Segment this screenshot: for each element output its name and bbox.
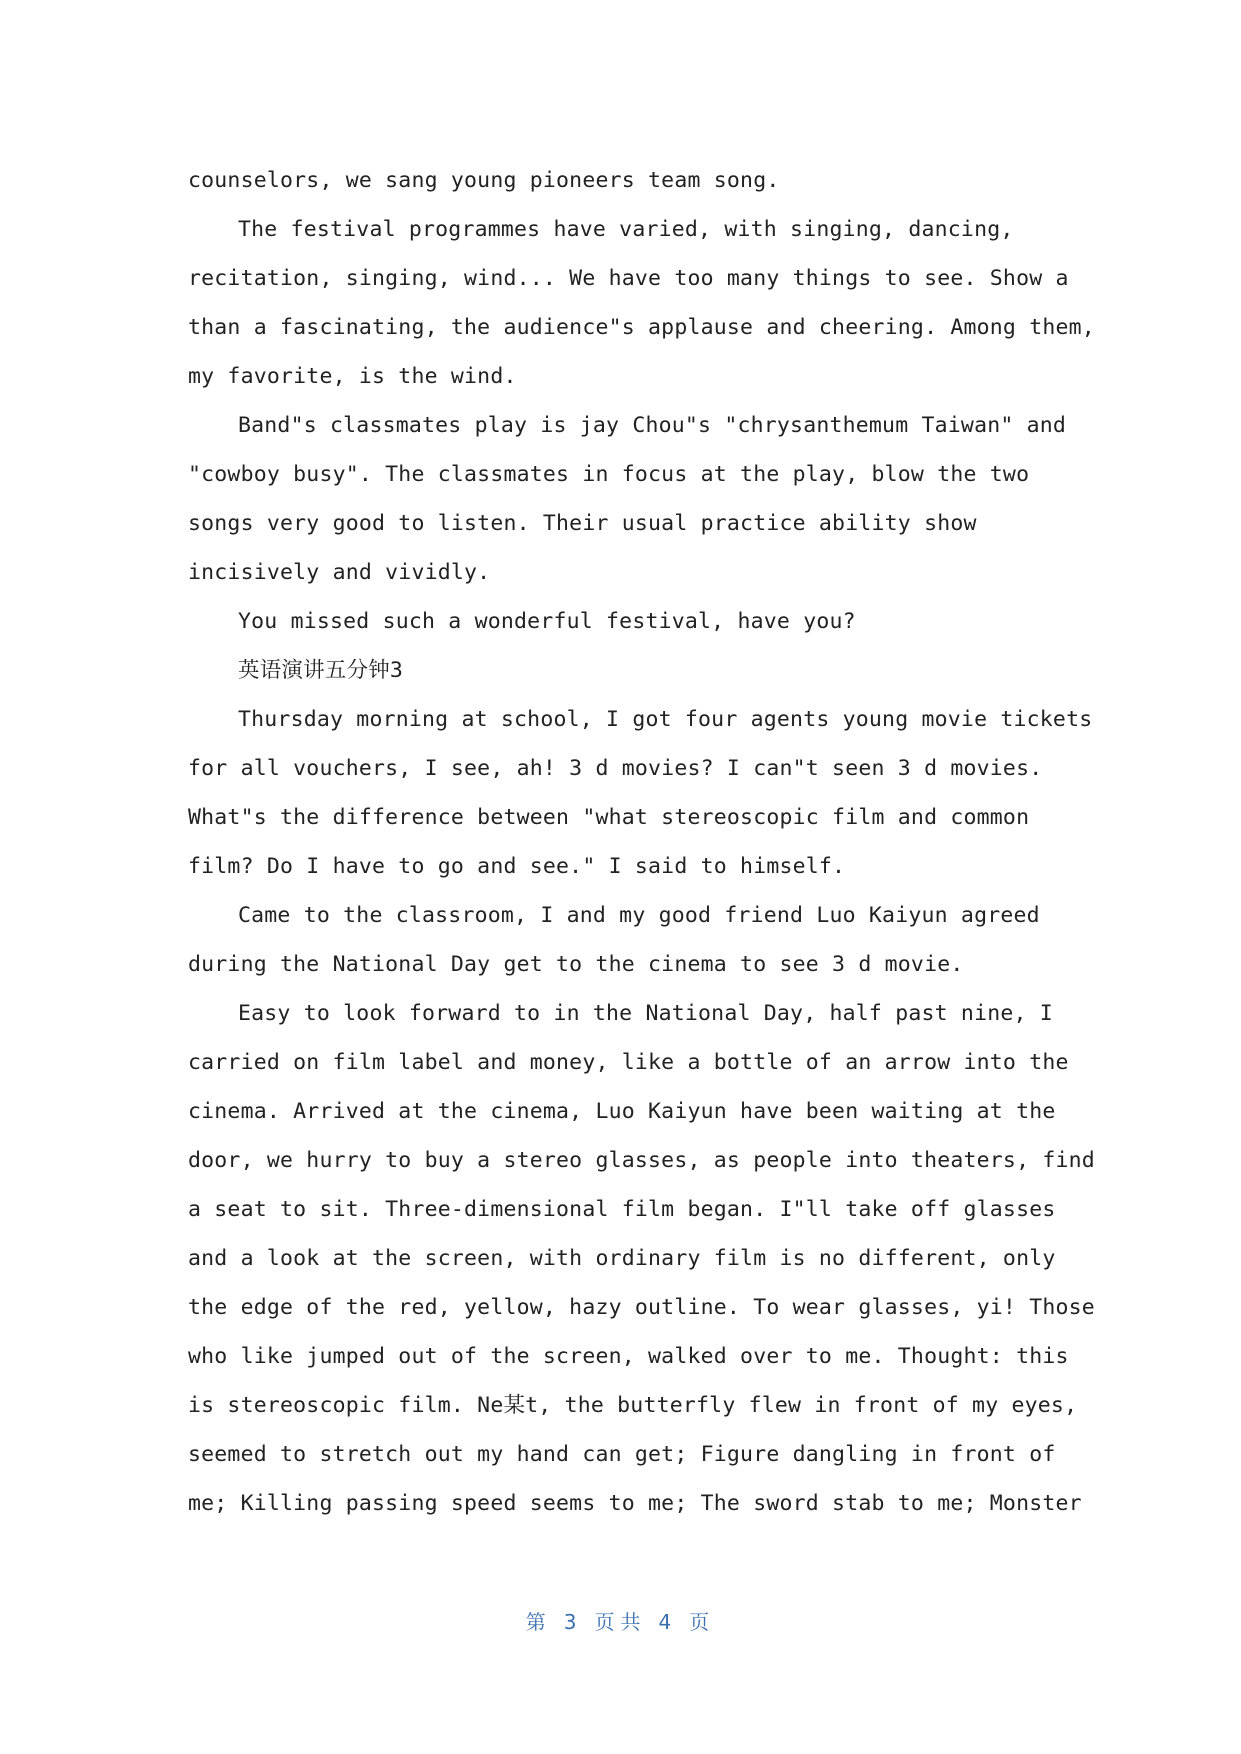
text-line: songs very good to listen. Their usual practice ability show [188, 511, 977, 536]
document-body [188, 156, 1095, 1528]
text-line: incisively and vividly. [188, 560, 491, 585]
text-line: What"s the difference between "what stereoscopic film and common [188, 805, 1030, 830]
text-line: "cowboy busy". The classmates in focus at the play, blow the two [188, 462, 1030, 487]
text-line: cinema. Arrived at the cinema, Luo Kaiyun have been waiting at the [188, 1099, 1056, 1124]
text-line: Thursday morning at school, I got four agents young movie tickets [238, 707, 1093, 732]
text-line: door, we hurry to buy a stereo glasses, as people into theaters, find [188, 1148, 1095, 1173]
text-line: the edge of the red, yellow, hazy outline. To wear glasses, yi! Those [188, 1295, 1095, 1320]
text-line: seemed to stretch out my hand can get; Figure dangling in front of [188, 1442, 1056, 1467]
text-line: Came to the classroom, I and my good friend Luo Kaiyun agreed [238, 903, 1040, 928]
footer-middle: 页共 [594, 1610, 647, 1634]
text-line: 英语演讲五分钟3 [238, 658, 404, 683]
text-line: You missed such a wonderful festival, have you? [238, 609, 856, 634]
text-line: me; Killing passing speed seems to me; The sword stab to me; Monster [188, 1491, 1082, 1516]
footer-current-page: 3 [563, 1610, 583, 1634]
text-line: recitation, singing, wind... We have too many things to see. Show a [188, 266, 1069, 291]
text-line: my favorite, is the wind. [188, 364, 517, 389]
footer-total-pages: 4 [658, 1610, 678, 1634]
text-line: Band"s classmates play is jay Chou"s "chrysanthemum Taiwan" and [238, 413, 1067, 438]
text-line: carried on film label and money, like a bottle of an arrow into the [188, 1050, 1069, 1075]
text-line: and a look at the screen, with ordinary film is no different, only [188, 1246, 1056, 1271]
text-line: a seat to sit. Three-dimensional film began. I"ll take off glasses [188, 1197, 1056, 1222]
text-line: is stereoscopic film. Ne某t, the butterfly flew in front of my eyes, [188, 1393, 1078, 1418]
text-line: Easy to look forward to in the National Day, half past nine, I [238, 1001, 1053, 1026]
page-footer [0, 1606, 1241, 1635]
text-line: who like jumped out of the screen, walked over to me. Thought: this [188, 1344, 1069, 1369]
text-line: for all vouchers, I see, ah! 3 d movies? I can"t seen 3 d movies. [188, 756, 1043, 781]
text-line: than a fascinating, the audience"s applause and cheering. Among them, [188, 315, 1095, 340]
footer-suffix: 页 [689, 1610, 716, 1634]
text-line: The festival programmes have varied, with singing, dancing, [238, 217, 1014, 242]
footer-prefix: 第 [525, 1610, 552, 1634]
text-line: counselors, we sang young pioneers team song. [188, 168, 780, 193]
text-line: film? Do I have to go and see." I said to himself. [188, 854, 846, 879]
text-line: during the National Day get to the cinema to see 3 d movie. [188, 952, 964, 977]
